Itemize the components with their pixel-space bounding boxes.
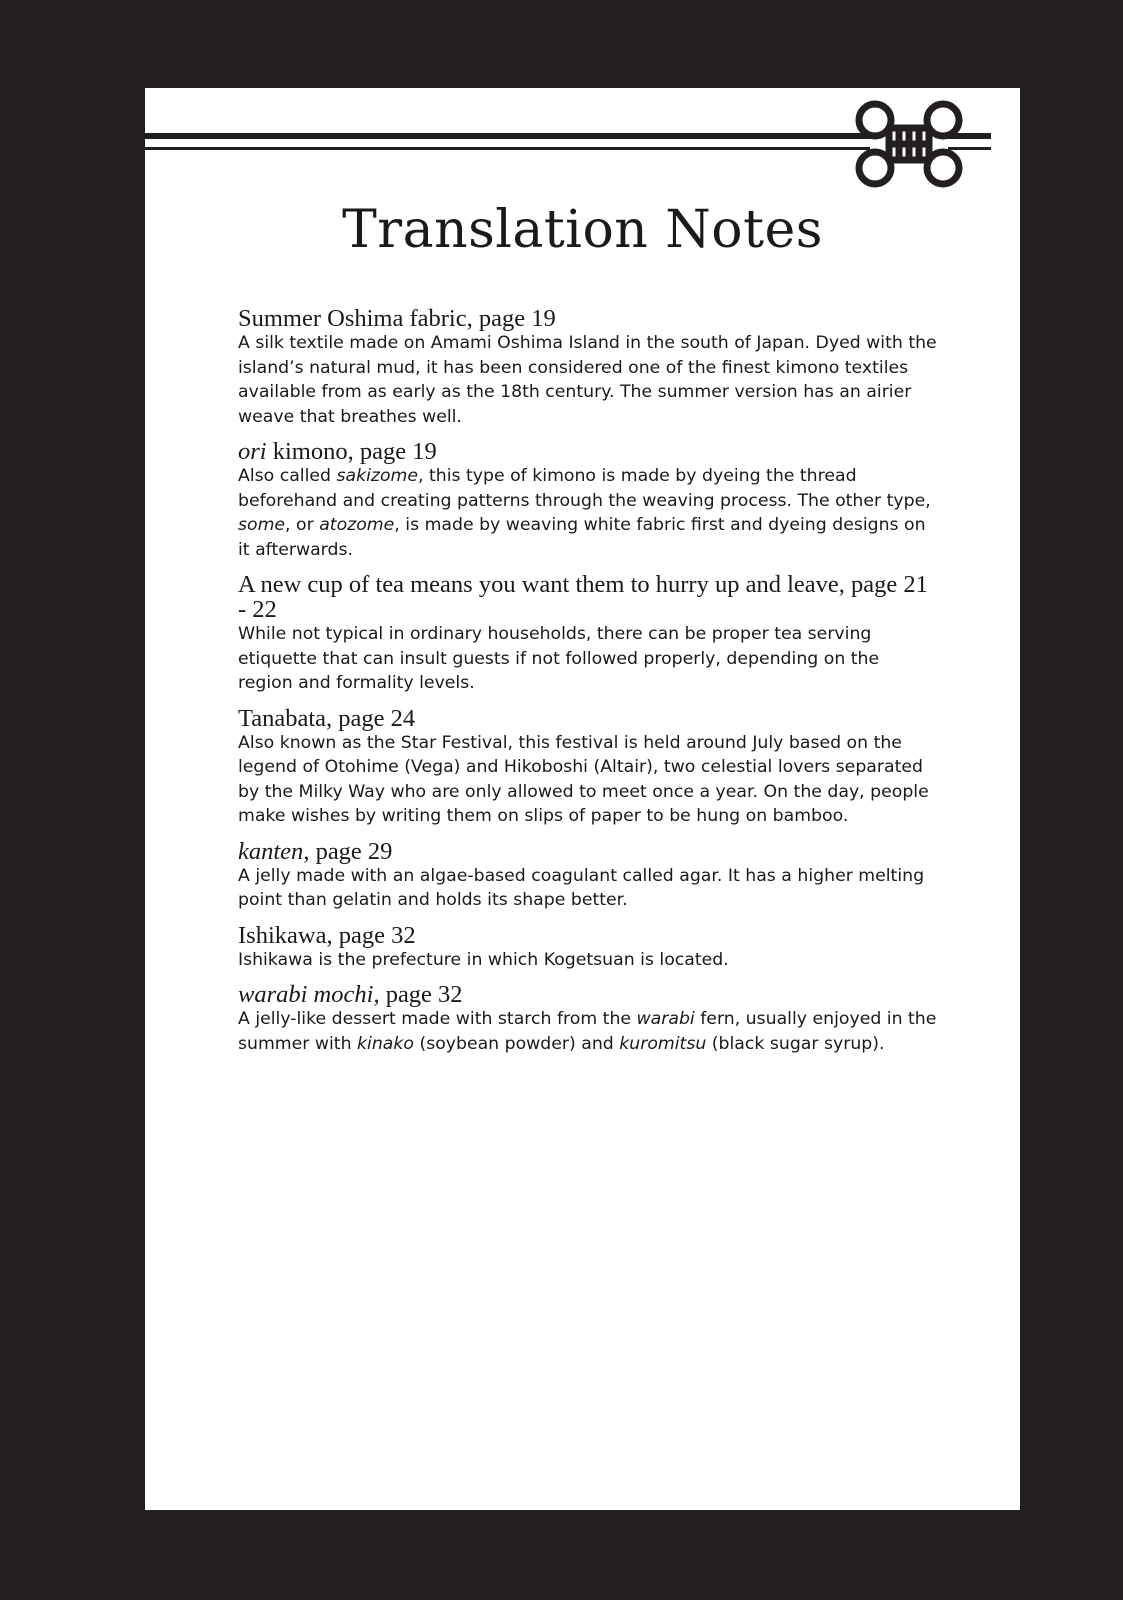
note-text: (soybean powder) and <box>413 1033 620 1054</box>
note-text: Ishikawa is the prefecture in which Kogetsuan is located. <box>238 949 729 970</box>
note-entry <box>238 439 938 562</box>
note-body <box>238 731 938 829</box>
note-heading-text: , page 32 <box>373 981 463 1008</box>
note-text: fern, usually enjoyed in the summer with <box>238 1009 937 1054</box>
note-heading-text: Ishikawa, page 32 <box>238 921 416 949</box>
note-heading-text: Tanabata, page 24 <box>238 704 416 732</box>
note-term: sakizome <box>336 466 418 486</box>
note-body <box>238 622 938 696</box>
note-heading-text: Summer Oshima fabric, page 19 <box>238 305 556 332</box>
note-body <box>238 331 938 429</box>
note-heading-term: ori <box>238 438 267 465</box>
note-heading <box>238 706 938 731</box>
knot-crest-icon <box>859 104 959 184</box>
note-heading <box>238 439 938 464</box>
note-entry <box>238 923 938 973</box>
note-text: While not typical in ordinary households, there can be proper tea serving etiquette that can insult guests if not followed properly, depending on the region and formality levels. <box>238 624 880 693</box>
page-title: Translation Notes <box>342 200 823 260</box>
note-heading <box>238 572 938 622</box>
note-term: warabi <box>636 1009 695 1029</box>
note-heading <box>238 982 938 1007</box>
note-body <box>238 1007 938 1056</box>
note-text: , is made by weaving white fabric first and dyeing designs on it afterwards. <box>238 515 926 560</box>
note-text: Also known as the Star Festival, this festival is held around July based on the legend of Otohime (Vega) and Hikoboshi (Altair), two celestial lovers separated by the Milky Way who are only allowed to meet once a year. On the day, people make wishes by writing them on slips of paper to be hung on bamboo. <box>238 732 929 826</box>
note-heading-term: warabi mochi <box>238 981 374 1008</box>
note-text: A jelly-like dessert made with starch from the <box>238 1009 637 1029</box>
note-body <box>238 864 938 913</box>
note-heading <box>238 839 938 864</box>
note-body <box>238 464 938 562</box>
note-text: A silk textile made on Amami Oshima Island in the south of Japan. Dyed with the island’s natural mud, it has been considered one of the finest kimono textiles available from as early as the 18th century. The summer version has an airier weave that breathes well. <box>238 333 937 427</box>
note-heading <box>238 306 938 331</box>
note-text: A jelly made with an algae-based coagulant called agar. It has a higher melting point than gelatin and holds its shape better. <box>238 865 925 910</box>
note-term: kuromitsu <box>619 1033 707 1054</box>
note-entry <box>238 306 938 429</box>
note-heading-text: , page 29 <box>303 837 393 865</box>
notes-list <box>238 306 938 1066</box>
note-entry <box>238 706 938 829</box>
note-term: kinako <box>357 1033 414 1054</box>
note-text: , or <box>285 515 320 535</box>
note-entry <box>238 982 938 1056</box>
note-heading-text: kimono, page 19 <box>266 438 437 465</box>
note-text: (black sugar syrup). <box>706 1033 885 1054</box>
note-term: atozome <box>319 515 395 535</box>
note-heading-term: kanten <box>238 837 304 865</box>
translation-notes-page <box>145 88 1020 1510</box>
note-heading-text: A new cup of tea means you want them to hurry up and leave, page 21 - 22 <box>238 571 928 623</box>
note-term: some <box>238 515 286 535</box>
note-entry <box>238 572 938 696</box>
note-text: Also called <box>238 466 337 486</box>
note-heading <box>238 923 938 948</box>
note-entry <box>238 839 938 913</box>
note-text: , this type of kimono is made by dyeing the thread beforehand and creating patterns through the weaving process. The other type, <box>238 466 931 511</box>
note-body <box>238 948 938 973</box>
header-ornament <box>145 88 1020 208</box>
